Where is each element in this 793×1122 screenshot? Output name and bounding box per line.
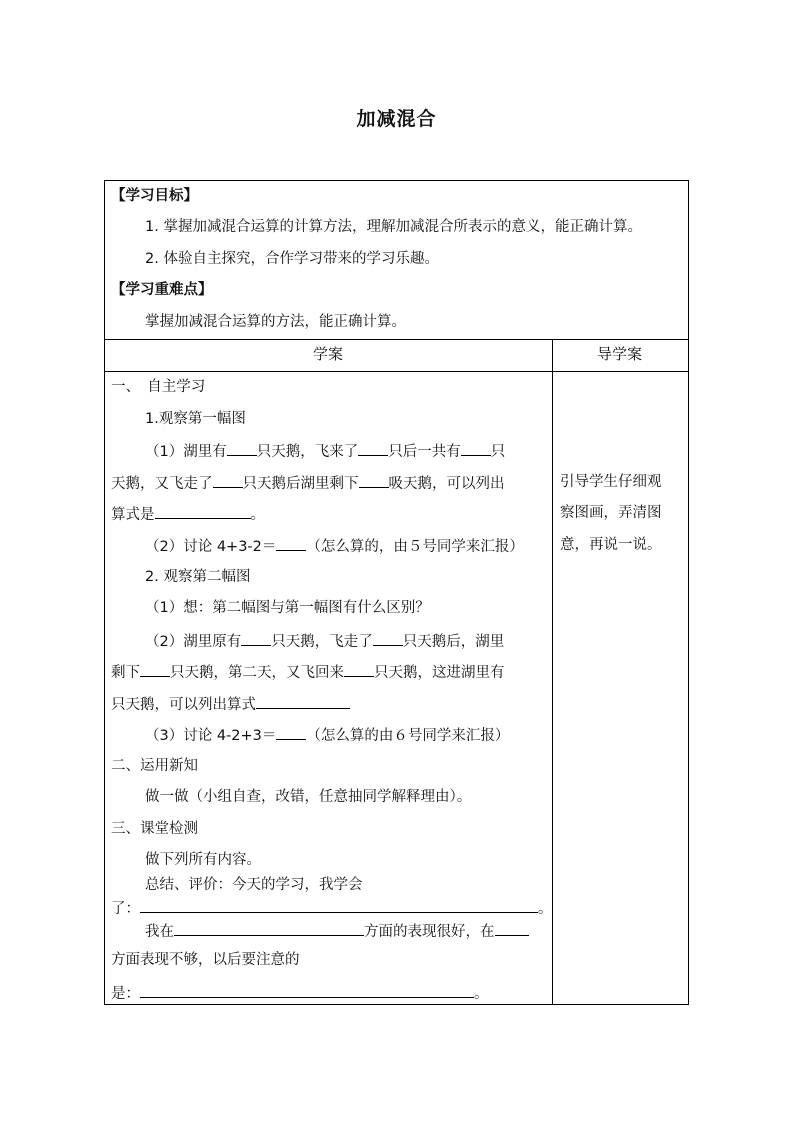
evaluation-line-1: 我在 方面的表现很好，在 <box>145 920 529 942</box>
guide-line-1: 引导学生仔细观 <box>560 474 662 490</box>
answer-blank[interactable] <box>276 535 306 551</box>
answer-blank[interactable] <box>256 693 350 709</box>
section-3-text: 做下列所有内容。 <box>145 852 261 868</box>
answer-blank[interactable] <box>241 630 271 646</box>
answer-blank[interactable] <box>358 440 388 456</box>
answer-blank[interactable] <box>359 472 389 488</box>
observe-picture-1: 1.观察第一幅图 <box>145 411 246 427</box>
section-2-heading: 二、运用新知 <box>111 758 198 774</box>
page-title: 加减混合 <box>356 108 437 130</box>
question-line-2: 天鹅，又飞走了 只天鹅后湖里剩下 吸天鹅，可以列出 <box>111 472 505 494</box>
evaluation-line-3: 是： 。 <box>111 982 489 1004</box>
summary-line: 了： 。 <box>111 897 553 919</box>
lesson-table <box>104 180 689 1005</box>
answer-blank[interactable] <box>227 440 257 456</box>
think-question: （1）想：第二幅图与第一幅图有什么区别？ <box>145 600 430 616</box>
discussion-line-1: （2）讨论 4+3-2＝ （怎么算的，由５号同学来汇报） <box>145 535 524 557</box>
question-line-7: 剩下 只天鹅，第二天，又飞回来 只天鹅，这进湖里有 <box>111 661 505 683</box>
answer-blank[interactable] <box>276 724 306 740</box>
column-header-study: 学案 <box>313 345 344 363</box>
answer-blank[interactable] <box>461 440 491 456</box>
guide-line-3: 意，再说一说。 <box>560 537 662 553</box>
column-header-guide: 导学案 <box>597 345 643 363</box>
table-divider-header <box>105 371 688 372</box>
key-points-heading: 【学习重难点】 <box>111 282 213 298</box>
goals-heading: 【学习目标】 <box>111 188 198 204</box>
answer-blank[interactable] <box>140 982 474 998</box>
section-3-heading: 三、课堂检测 <box>111 821 198 837</box>
observe-picture-2: 2. 观察第二幅图 <box>145 569 251 585</box>
key-points-text: 掌握加减混合运算的方法，能正确计算。 <box>145 314 406 330</box>
answer-blank[interactable] <box>213 472 243 488</box>
goals-item-2: 2. 体验自主探究，合作学习带来的学习乐趣。 <box>145 251 439 267</box>
answer-blank[interactable] <box>373 630 403 646</box>
section-2-text: 做一做（小组自查，改错，任意抽同学解释理由）。 <box>145 789 472 805</box>
answer-blank[interactable] <box>155 503 251 519</box>
discussion-line-2: （3）讨论 4-2+3＝ （怎么算的由６号同学来汇报） <box>145 724 509 746</box>
question-line-6: （2）湖里原有 只天鹅，飞走了 只天鹅后，湖里 <box>145 630 504 652</box>
summary-prompt: 总结、评价：今天的学习，我学会 <box>145 877 363 893</box>
answer-blank[interactable] <box>344 661 374 677</box>
evaluation-line-2: 方面表现不够，以后要注意的 <box>111 952 300 968</box>
table-divider-top <box>105 339 688 340</box>
answer-blank[interactable] <box>495 920 529 936</box>
answer-blank[interactable] <box>140 661 170 677</box>
answer-blank[interactable] <box>140 897 538 913</box>
answer-blank[interactable] <box>174 920 364 936</box>
question-line-3: 算式是 。 <box>111 503 265 525</box>
goals-item-1: 1. 掌握加减混合运算的计算方法，理解加减混合所表示的意义，能正确计算。 <box>145 219 642 235</box>
question-line-1: （1）湖里有 只天鹅，飞来了 只后一共有 只 <box>145 440 505 462</box>
question-line-8: 只天鹅，可以列出算式 <box>111 693 350 715</box>
section-1-heading: 一、 自主学习 <box>111 379 206 395</box>
guide-line-2: 察图画，弄清图 <box>560 505 662 521</box>
